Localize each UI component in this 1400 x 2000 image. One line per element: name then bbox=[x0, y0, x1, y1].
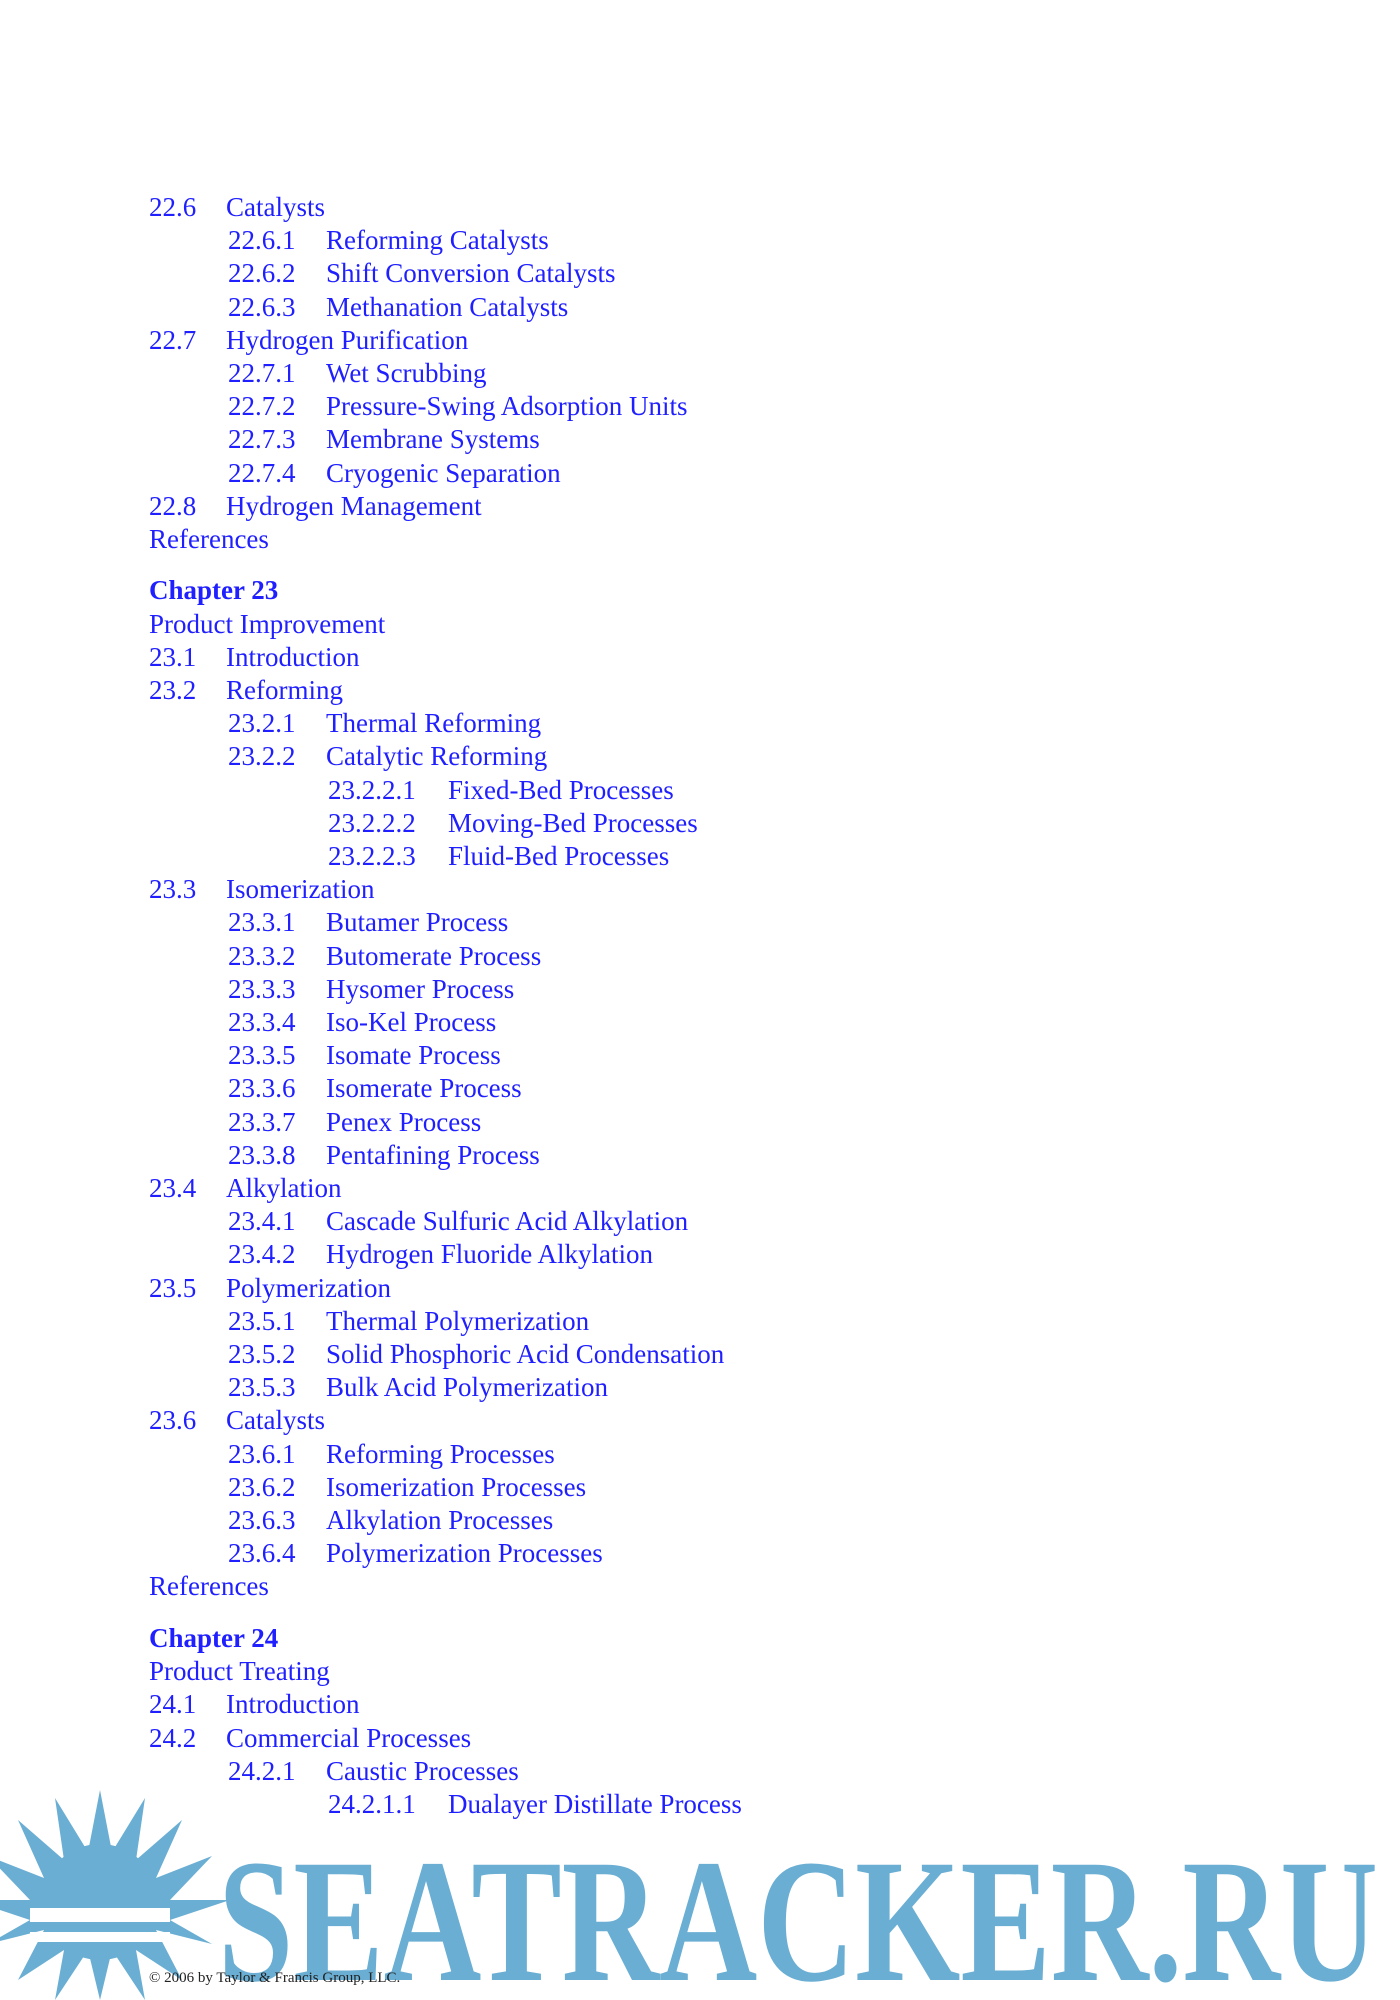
toc-entry-title: Butomerate Process bbox=[326, 941, 542, 971]
toc-entry[interactable] bbox=[149, 1689, 359, 1719]
toc-entry-number: 23.6.4 bbox=[228, 1538, 296, 1568]
toc-entry-title: Chapter 24 bbox=[149, 1623, 279, 1653]
toc-entry-number: 23.6.1 bbox=[228, 1439, 296, 1469]
toc-entry[interactable] bbox=[228, 1439, 555, 1469]
toc-entry-number: 23.3.3 bbox=[228, 974, 296, 1004]
toc-entry-number: 23.4.2 bbox=[228, 1239, 296, 1269]
toc-entry-number: 23.4.1 bbox=[228, 1206, 296, 1236]
toc-entry[interactable] bbox=[149, 192, 325, 222]
toc-entry-title: Thermal Polymerization bbox=[326, 1306, 590, 1336]
toc-entry[interactable] bbox=[228, 292, 568, 322]
toc-entry-title: Wet Scrubbing bbox=[326, 358, 487, 388]
toc-entry-number: 23.2.2 bbox=[228, 741, 296, 771]
toc-entry-number: 23.3 bbox=[149, 874, 197, 904]
toc-entry-title: Catalytic Reforming bbox=[326, 741, 548, 771]
toc-entry-title: Catalysts bbox=[226, 192, 325, 222]
toc-entry-number: 23.6 bbox=[149, 1405, 197, 1435]
toc-entry[interactable] bbox=[228, 1505, 553, 1535]
toc-entry-title: Methanation Catalysts bbox=[326, 292, 569, 322]
toc-entry-title: Penex Process bbox=[326, 1107, 482, 1137]
toc-entry[interactable] bbox=[228, 1306, 589, 1336]
toc-entry-title: Isomerate Process bbox=[326, 1073, 522, 1103]
toc-entry[interactable] bbox=[228, 974, 514, 1004]
toc-entry-number: 23.3.7 bbox=[228, 1107, 296, 1137]
watermark bbox=[0, 1790, 1400, 2000]
toc-entry[interactable] bbox=[228, 1538, 603, 1568]
toc-entry-title: Catalysts bbox=[226, 1405, 325, 1435]
toc-entry-title: References bbox=[149, 1571, 269, 1601]
toc-entry-title: Membrane Systems bbox=[326, 424, 540, 454]
toc-entry-title: Commercial Processes bbox=[226, 1723, 472, 1753]
toc-entry[interactable] bbox=[228, 1040, 501, 1070]
toc-entry-title: Fluid-Bed Processes bbox=[448, 841, 670, 871]
toc-entry-number: 23.2.2.2 bbox=[328, 808, 416, 838]
toc-entry[interactable] bbox=[228, 1007, 496, 1037]
toc-entry-number: 22.7.1 bbox=[228, 358, 296, 388]
toc-entry[interactable] bbox=[149, 325, 468, 355]
toc-entry-title: Polymerization Processes bbox=[326, 1538, 603, 1568]
toc-entry-number: 23.5.1 bbox=[228, 1306, 296, 1336]
toc-entry[interactable] bbox=[228, 1472, 586, 1502]
toc-entry-number: 23.4 bbox=[149, 1173, 197, 1203]
toc-entry-title: Dualayer Distillate Process bbox=[448, 1789, 742, 1819]
toc-entry-title: Isomerization bbox=[226, 874, 375, 904]
toc-entry[interactable] bbox=[228, 1339, 724, 1369]
toc-entry-title: Pentafining Process bbox=[326, 1140, 540, 1170]
toc-entry-title: Isomate Process bbox=[326, 1040, 501, 1070]
copyright-notice: © 2006 by Taylor & Francis Group, LLC. bbox=[149, 1970, 401, 1986]
toc-entry[interactable] bbox=[228, 941, 541, 971]
toc-entry-number: 23.3.2 bbox=[228, 941, 296, 971]
toc-entry[interactable] bbox=[228, 391, 688, 421]
toc-entry[interactable] bbox=[228, 1140, 540, 1170]
toc-entry-title: Cascade Sulfuric Acid Alkylation bbox=[326, 1206, 689, 1236]
toc-entry[interactable] bbox=[228, 1206, 688, 1236]
toc-entry[interactable] bbox=[149, 1273, 391, 1303]
toc-entry[interactable] bbox=[228, 708, 541, 738]
toc-entry-title: Solid Phosphoric Acid Condensation bbox=[326, 1339, 725, 1369]
toc-entry-title: Bulk Acid Polymerization bbox=[326, 1372, 608, 1402]
toc-entry-number: 23.2.2.1 bbox=[328, 775, 416, 805]
toc-entry-number: 24.1 bbox=[149, 1689, 197, 1719]
toc-entry-title: Introduction bbox=[226, 1689, 360, 1719]
toc-entry[interactable] bbox=[149, 524, 269, 554]
toc-entry-number: 23.2.2.3 bbox=[328, 841, 416, 871]
watermark-text: SEATRACKER.RU bbox=[218, 1824, 1378, 2000]
toc-entry-number: 22.8 bbox=[149, 491, 197, 521]
toc-entry[interactable] bbox=[328, 775, 674, 805]
toc-entry-number: 22.6.2 bbox=[228, 258, 296, 288]
toc-entry[interactable] bbox=[149, 609, 385, 639]
toc-entry-title: Butamer Process bbox=[326, 907, 509, 937]
toc-entry-number: 23.5 bbox=[149, 1273, 197, 1303]
toc-entry[interactable] bbox=[228, 907, 508, 937]
toc-entry-number: 22.7 bbox=[149, 325, 197, 355]
toc-entry-number: 23.3.8 bbox=[228, 1140, 296, 1170]
toc-entry-title: Product Improvement bbox=[149, 609, 386, 639]
chapter-heading[interactable] bbox=[149, 1623, 278, 1653]
toc-entry-title: Caustic Processes bbox=[326, 1756, 519, 1786]
toc-entry[interactable] bbox=[149, 675, 343, 705]
toc-entry[interactable] bbox=[328, 808, 698, 838]
toc-entry-title: Introduction bbox=[226, 642, 360, 672]
toc-entry-number: 22.7.4 bbox=[228, 458, 296, 488]
toc-entry-title: Thermal Reforming bbox=[326, 708, 542, 738]
toc-entry-title: Pressure-Swing Adsorption Units bbox=[326, 391, 688, 421]
toc-entry-title: Isomerization Processes bbox=[326, 1472, 587, 1502]
toc-entry-title: Polymerization bbox=[226, 1273, 391, 1303]
toc-entry-title: Shift Conversion Catalysts bbox=[326, 258, 616, 288]
toc-entry[interactable] bbox=[228, 1107, 481, 1137]
toc-entry-number: 23.6.3 bbox=[228, 1505, 296, 1535]
toc-entry[interactable] bbox=[228, 1756, 519, 1786]
toc-entry-number: 22.6 bbox=[149, 192, 197, 222]
toc-entry-title: Hydrogen Management bbox=[226, 491, 482, 521]
toc-entry-title: Product Treating bbox=[149, 1656, 330, 1686]
toc-entry-number: 23.6.2 bbox=[228, 1472, 296, 1502]
toc-entry-number: 23.2 bbox=[149, 675, 197, 705]
toc-entry-number: 23.1 bbox=[149, 642, 197, 672]
toc-entry-title: References bbox=[149, 524, 269, 554]
toc-entry-number: 22.7.3 bbox=[228, 424, 296, 454]
toc-entry[interactable] bbox=[149, 1656, 330, 1686]
toc-entry[interactable] bbox=[228, 1372, 608, 1402]
chapter-heading[interactable] bbox=[149, 575, 278, 605]
toc-entry[interactable] bbox=[149, 874, 374, 904]
toc-entry-number: 24.2.1 bbox=[228, 1756, 296, 1786]
toc-entry[interactable] bbox=[149, 491, 482, 521]
toc-entry-title: Hydrogen Fluoride Alkylation bbox=[326, 1239, 653, 1269]
toc-entry-title: Reforming Processes bbox=[326, 1439, 555, 1469]
toc-entry-title: Alkylation Processes bbox=[326, 1505, 554, 1535]
toc-entry-title: Iso-Kel Process bbox=[326, 1007, 497, 1037]
toc-entry-number: 23.3.6 bbox=[228, 1073, 296, 1103]
toc-entry-number: 22.6.1 bbox=[228, 225, 296, 255]
toc-entry[interactable] bbox=[228, 1073, 522, 1103]
sun-logo-icon bbox=[0, 1790, 230, 2000]
toc-entry[interactable] bbox=[228, 424, 540, 454]
toc-entry-title: Moving-Bed Processes bbox=[448, 808, 698, 838]
toc-entry-number: 24.2 bbox=[149, 1723, 197, 1753]
toc-entry-number: 23.2.1 bbox=[228, 708, 296, 738]
toc-entry-title: Reforming Catalysts bbox=[326, 225, 549, 255]
toc-entry[interactable] bbox=[328, 841, 669, 871]
toc-entry-number: 22.6.3 bbox=[228, 292, 296, 322]
toc-entry-number: 22.7.2 bbox=[228, 391, 296, 421]
toc-entry[interactable] bbox=[149, 1571, 269, 1601]
toc-entry-number: 23.3.1 bbox=[228, 907, 296, 937]
toc-entry[interactable] bbox=[228, 358, 487, 388]
toc-entry-title: Reforming bbox=[226, 675, 343, 705]
toc-entry-number: 23.5.2 bbox=[228, 1339, 296, 1369]
toc-entry[interactable] bbox=[228, 258, 616, 288]
toc-entry-title: Fixed-Bed Processes bbox=[448, 775, 674, 805]
toc-entry-title: Chapter 23 bbox=[149, 575, 279, 605]
toc-entry[interactable] bbox=[228, 741, 547, 771]
toc-entry-title: Alkylation bbox=[226, 1173, 342, 1203]
toc-entry[interactable] bbox=[228, 1239, 653, 1269]
toc-entry-title: Hysomer Process bbox=[326, 974, 515, 1004]
toc-entry[interactable] bbox=[149, 1173, 342, 1203]
toc-entry-number: 23.3.5 bbox=[228, 1040, 296, 1070]
toc-entry[interactable] bbox=[228, 225, 549, 255]
toc-entry-title: Cryogenic Separation bbox=[326, 458, 561, 488]
toc-entry[interactable] bbox=[149, 1405, 325, 1435]
toc-entry[interactable] bbox=[149, 1723, 471, 1753]
toc-entry-number: 23.5.3 bbox=[228, 1372, 296, 1402]
toc-entry[interactable] bbox=[149, 642, 359, 672]
toc-entry-number: 23.3.4 bbox=[228, 1007, 296, 1037]
toc-entry-title: Hydrogen Purification bbox=[226, 325, 469, 355]
toc-entry-number: 24.2.1.1 bbox=[328, 1789, 416, 1819]
toc-entry[interactable] bbox=[228, 458, 561, 488]
